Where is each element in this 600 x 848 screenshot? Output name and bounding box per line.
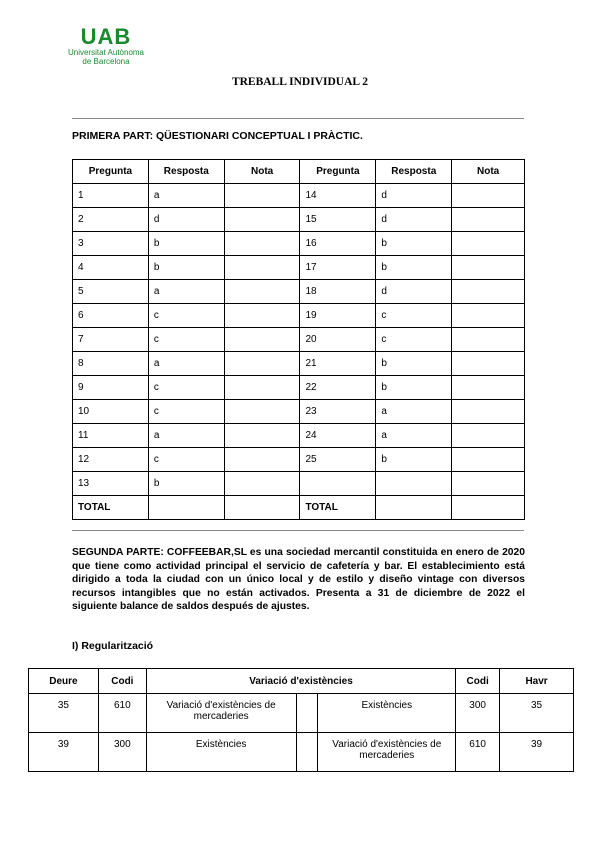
col-header: Pregunta <box>300 160 376 184</box>
question-number: 2 <box>73 208 149 232</box>
answer-value: d <box>148 208 224 232</box>
question-number: 14 <box>300 184 376 208</box>
grade-cell <box>224 184 300 208</box>
debit-account: Existències <box>146 733 296 772</box>
total-cell <box>224 496 300 520</box>
question-number: 18 <box>300 280 376 304</box>
deure-amount: 35 <box>29 694 99 733</box>
grade-cell <box>224 280 300 304</box>
answer-value: c <box>148 328 224 352</box>
answer-value: c <box>148 304 224 328</box>
grade-cell <box>224 376 300 400</box>
grade-cell <box>224 352 300 376</box>
grade-cell <box>452 352 525 376</box>
total-label: TOTAL <box>73 496 149 520</box>
grade-cell <box>224 208 300 232</box>
journal-row <box>29 733 574 772</box>
total-label: TOTAL <box>300 496 376 520</box>
answer-value: c <box>148 400 224 424</box>
part2-paragraph: SEGUNDA PARTE: COFFEEBAR,SL es una sociedad mercantil constituida en enero de 2020 que tiene como actividad principal el servicio de cafetería y bar. El establecimiento está dirigido a toda la ciudad con un único local y de estilo y diseño vintage con diversos recursos intangibles que no están activados. Presenta a 31 de diciembre de 2022 el siguiente balance de saldos después de ajustes. <box>72 547 525 613</box>
question-number: 23 <box>300 400 376 424</box>
answer-value: d <box>376 208 452 232</box>
answer-value: b <box>376 232 452 256</box>
answer-value: b <box>376 448 452 472</box>
grade-cell <box>452 280 525 304</box>
part2-subheading: I) Regularització <box>72 640 154 652</box>
table-row <box>73 232 525 256</box>
divider-middle <box>72 530 524 531</box>
grade-cell <box>224 256 300 280</box>
debit-code: 610 <box>98 694 146 733</box>
question-number: 24 <box>300 424 376 448</box>
grade-cell <box>452 448 525 472</box>
question-number: 10 <box>73 400 149 424</box>
total-cell <box>376 496 452 520</box>
question-number: 20 <box>300 328 376 352</box>
table-row <box>73 280 525 304</box>
journal-table <box>28 668 574 772</box>
grade-cell <box>452 208 525 232</box>
grade-cell <box>452 328 525 352</box>
uab-logo <box>58 26 154 66</box>
answer-value: b <box>148 256 224 280</box>
answer-value: d <box>376 184 452 208</box>
question-number: 9 <box>73 376 149 400</box>
col-header: Nota <box>452 160 525 184</box>
table-row <box>73 184 525 208</box>
debit-account: Variació d'existències de mercaderies <box>146 694 296 733</box>
answers-table <box>72 159 525 520</box>
credit-account: Existències <box>318 694 456 733</box>
answer-value: a <box>148 184 224 208</box>
question-number: 15 <box>300 208 376 232</box>
table-row <box>73 472 525 496</box>
logo-main-text: UAB <box>80 24 132 49</box>
question-number: 3 <box>73 232 149 256</box>
answer-value: b <box>376 256 452 280</box>
credit-code: 300 <box>456 694 500 733</box>
spacer-cell <box>296 694 318 733</box>
question-number: 17 <box>300 256 376 280</box>
deure-amount: 39 <box>29 733 99 772</box>
question-number: 6 <box>73 304 149 328</box>
question-number: 11 <box>73 424 149 448</box>
answer-value: c <box>148 448 224 472</box>
col-header: Nota <box>224 160 300 184</box>
answer-value: b <box>376 376 452 400</box>
journal-header-row <box>29 669 574 694</box>
table-row <box>73 448 525 472</box>
question-number: 16 <box>300 232 376 256</box>
grade-cell <box>224 304 300 328</box>
total-cell <box>148 496 224 520</box>
question-number: 21 <box>300 352 376 376</box>
question-number: 5 <box>73 280 149 304</box>
question-number: 12 <box>73 448 149 472</box>
logo-line-1: Universitat Autònoma <box>67 48 145 57</box>
grade-cell <box>452 376 525 400</box>
col-header: Resposta <box>376 160 452 184</box>
total-cell <box>452 496 525 520</box>
question-number: 7 <box>73 328 149 352</box>
table-row <box>73 256 525 280</box>
col-header: Pregunta <box>73 160 149 184</box>
table-row <box>73 352 525 376</box>
answer-value: a <box>376 400 452 424</box>
question-number: 13 <box>73 472 149 496</box>
answer-value: a <box>148 424 224 448</box>
grade-cell <box>224 232 300 256</box>
part1-heading: PRIMERA PART: QÜESTIONARI CONCEPTUAL I PRÀCTIC. <box>72 130 363 142</box>
answer-value: a <box>148 280 224 304</box>
debit-code: 300 <box>98 733 146 772</box>
journal-col-haver: Havr <box>500 669 574 694</box>
answer-value <box>376 472 452 496</box>
grade-cell <box>452 472 525 496</box>
grade-cell <box>224 328 300 352</box>
journal-col-codi: Codi <box>98 669 146 694</box>
grade-cell <box>452 424 525 448</box>
table-row <box>73 304 525 328</box>
journal-col-deure: Deure <box>29 669 99 694</box>
question-number: 19 <box>300 304 376 328</box>
grade-cell <box>224 472 300 496</box>
grade-cell <box>452 184 525 208</box>
answer-value: b <box>148 472 224 496</box>
table-row <box>73 376 525 400</box>
credit-code: 610 <box>456 733 500 772</box>
total-row <box>73 496 525 520</box>
grade-cell <box>452 400 525 424</box>
grade-cell <box>452 256 525 280</box>
haver-amount: 35 <box>500 694 574 733</box>
grade-cell <box>224 424 300 448</box>
grade-cell <box>224 448 300 472</box>
question-number: 8 <box>73 352 149 376</box>
answer-value: c <box>376 328 452 352</box>
table-row <box>73 208 525 232</box>
answer-value: b <box>376 352 452 376</box>
logo-line-2: de Barcelona <box>82 57 130 66</box>
haver-amount: 39 <box>500 733 574 772</box>
spacer-cell <box>296 733 318 772</box>
answer-value: c <box>148 376 224 400</box>
journal-col-concept: Variació d'existències <box>146 669 455 694</box>
question-number <box>300 472 376 496</box>
question-number: 1 <box>73 184 149 208</box>
question-number: 25 <box>300 448 376 472</box>
journal-col-codi2: Codi <box>456 669 500 694</box>
answer-value: c <box>376 304 452 328</box>
grade-cell <box>224 400 300 424</box>
question-number: 22 <box>300 376 376 400</box>
table-row <box>73 400 525 424</box>
credit-account: Variació d'existències de mercaderies <box>318 733 456 772</box>
col-header: Resposta <box>148 160 224 184</box>
table-row <box>73 424 525 448</box>
answers-header-row <box>73 160 525 184</box>
journal-row <box>29 694 574 733</box>
page-title: TREBALL INDIVIDUAL 2 <box>231 76 369 88</box>
divider-top <box>72 118 524 119</box>
answer-value: d <box>376 280 452 304</box>
grade-cell <box>452 232 525 256</box>
answer-value: a <box>376 424 452 448</box>
question-number: 4 <box>73 256 149 280</box>
answer-value: b <box>148 232 224 256</box>
grade-cell <box>452 304 525 328</box>
table-row <box>73 328 525 352</box>
answer-value: a <box>148 352 224 376</box>
